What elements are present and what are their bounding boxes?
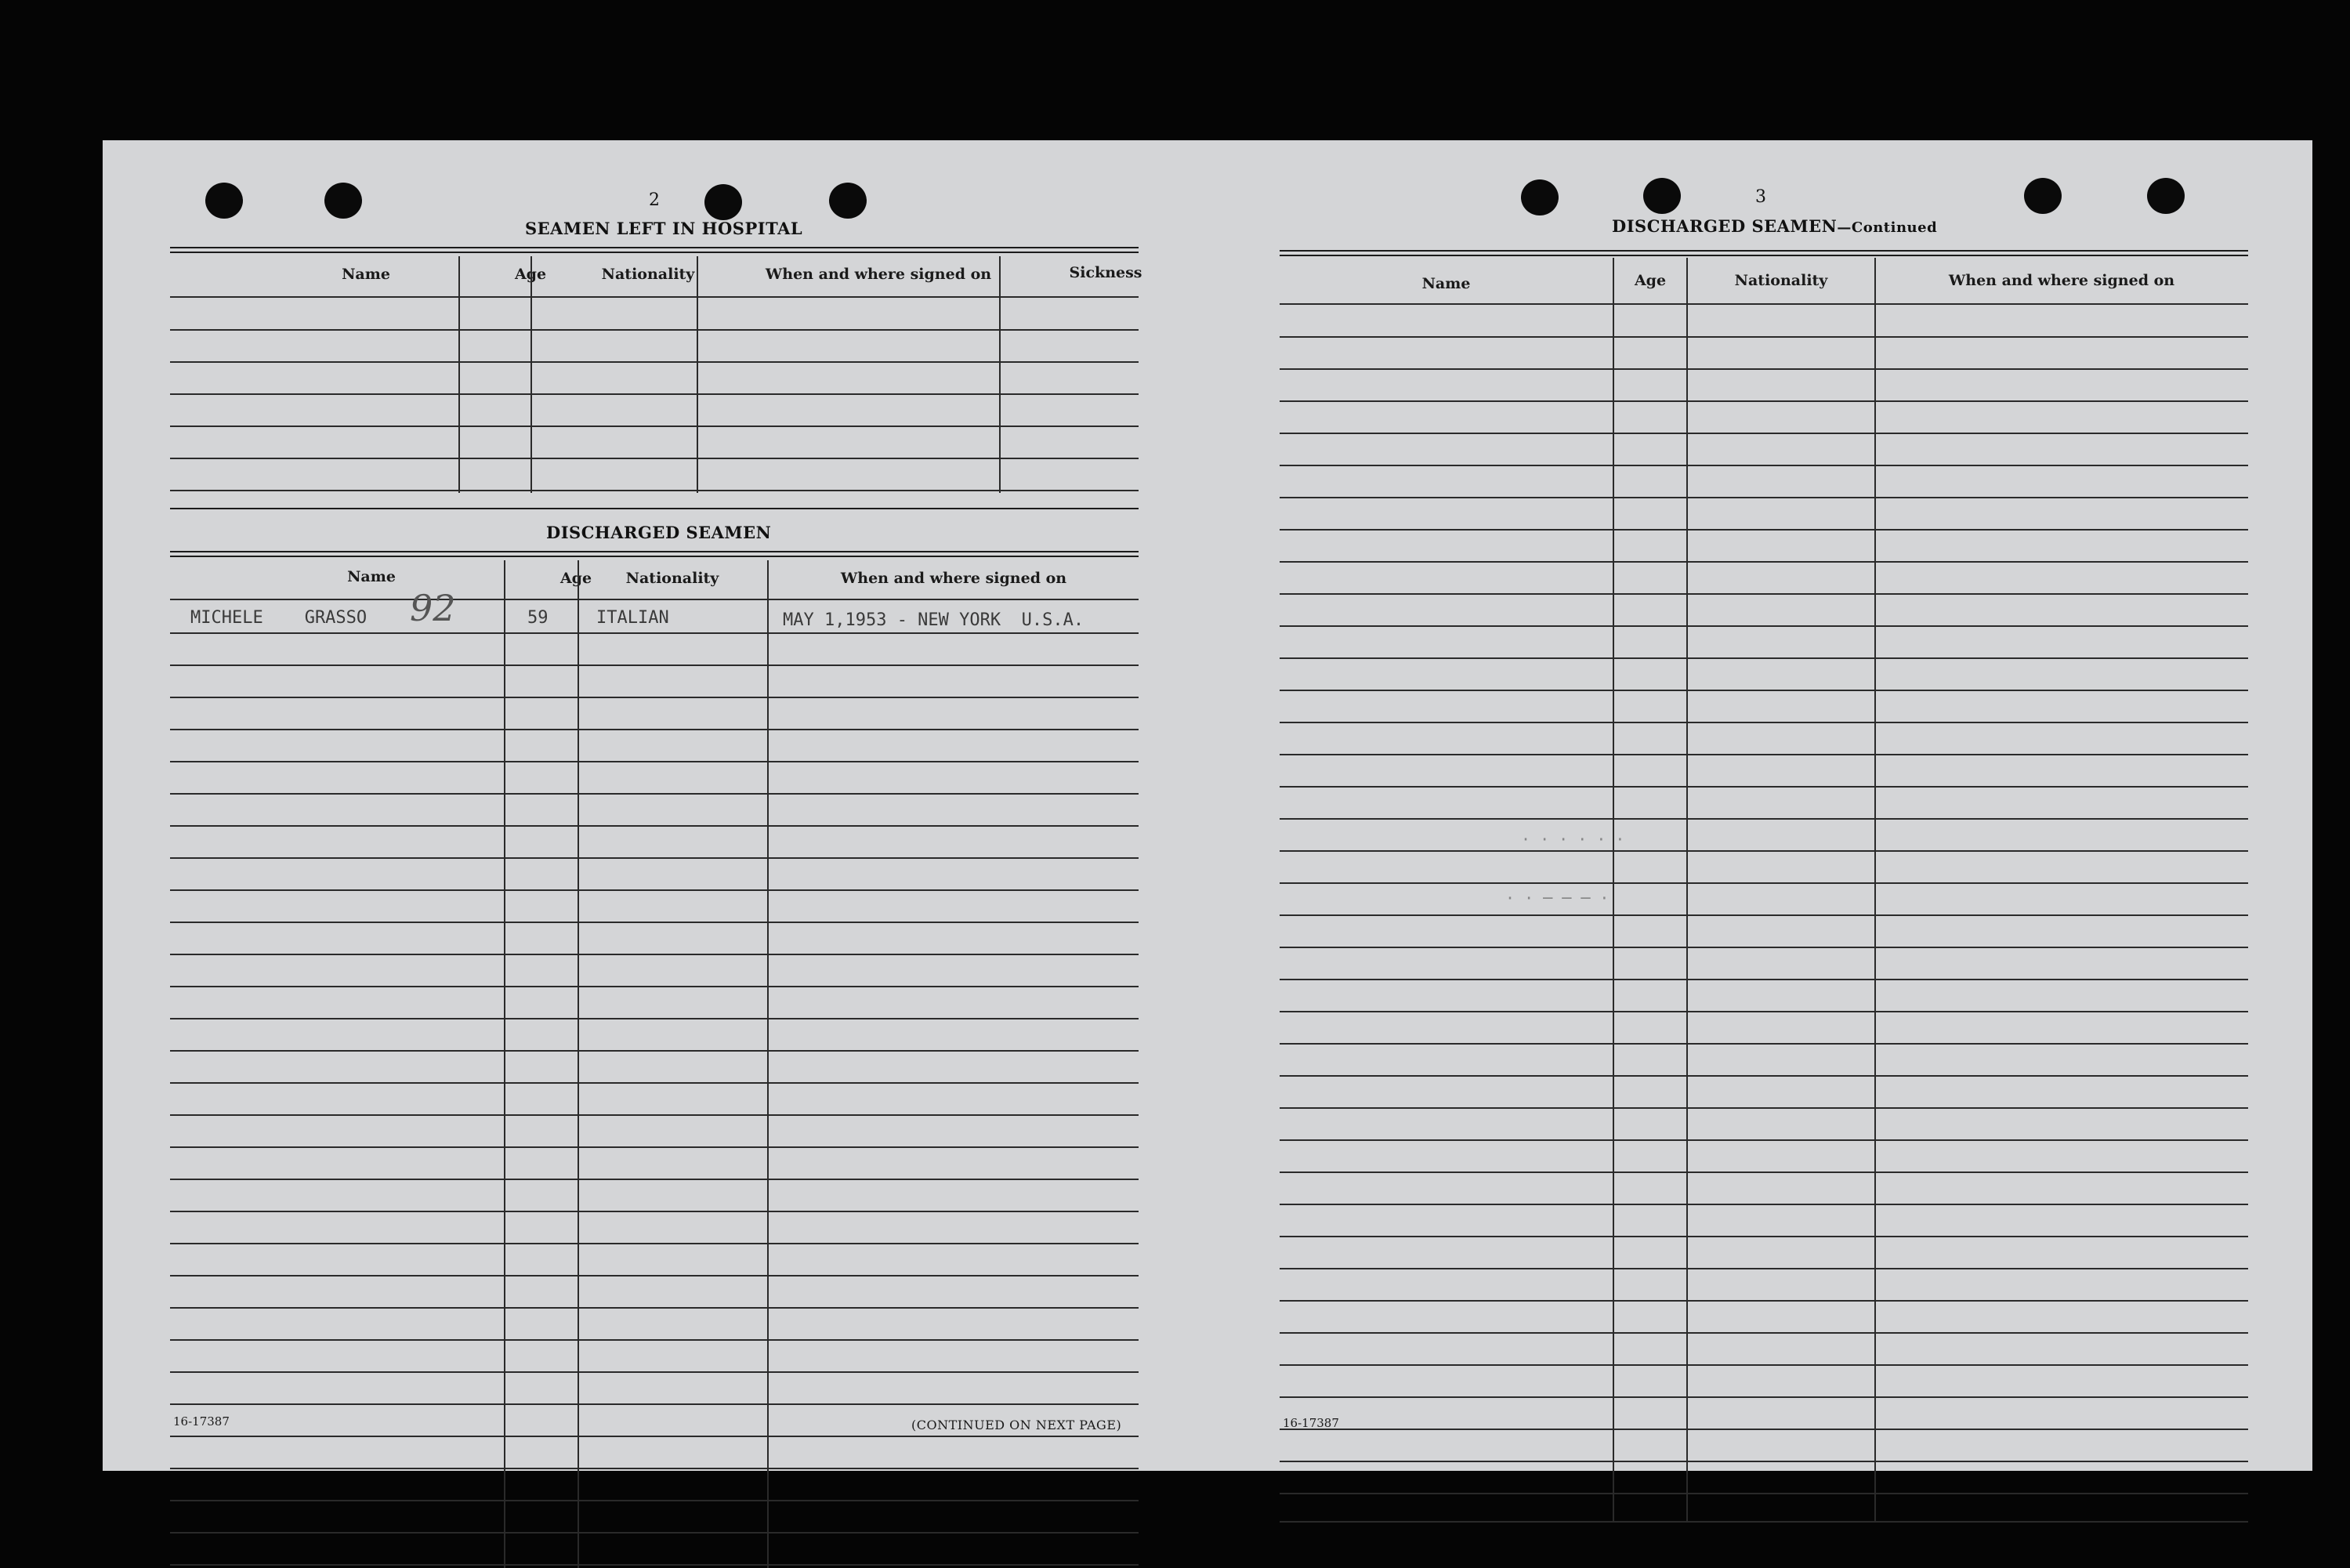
left-page	[103, 140, 1215, 1471]
title-main: DISCHARGED SEAMEN	[1612, 216, 1838, 236]
col-header-age: Age	[514, 266, 547, 283]
col-header-age: Age	[1634, 272, 1667, 289]
hospital-section-title: SEAMEN LEFT IN HOSPITAL	[525, 219, 803, 238]
right-page	[1215, 140, 2312, 1471]
col-header-name: Name	[342, 266, 390, 283]
handwritten-mark: 92	[410, 587, 456, 629]
title-suffix: —Continued	[1837, 219, 1938, 236]
form-number: 16-17387	[1283, 1416, 1339, 1430]
col-header-signed-on: When and where signed on	[840, 570, 1067, 587]
ledger-sheet	[103, 140, 2312, 1471]
col-header-sickness: Sickness	[1069, 264, 1142, 281]
seaman-name: MICHELE GRASSO	[190, 608, 368, 628]
seaman-age: 59	[527, 608, 549, 628]
col-header-name: Name	[347, 568, 396, 585]
form-number: 16-17387	[173, 1414, 230, 1429]
page-number: 2	[649, 190, 660, 210]
col-header-signed-on: When and where signed on	[765, 266, 992, 283]
col-header-signed-on: When and where signed on	[1948, 272, 2175, 289]
seaman-nationality: ITALIAN	[596, 608, 669, 628]
continued-note: (CONTINUED ON NEXT PAGE)	[911, 1418, 1122, 1432]
col-header-age: Age	[559, 570, 592, 587]
faint-stamp-mark: · · ─ ─ ─ ·	[1505, 889, 1610, 907]
faint-stamp-mark: · · · · · ·	[1521, 830, 1625, 849]
col-header-nationality: Nationality	[625, 570, 719, 587]
col-header-nationality: Nationality	[601, 266, 695, 283]
continued-section-title	[1612, 216, 1937, 236]
col-header-name: Name	[1421, 275, 1471, 292]
seaman-signed-on: MAY 1,1953 - NEW YORK U.S.A.	[783, 610, 1084, 630]
col-header-nationality: Nationality	[1734, 272, 1828, 289]
discharged-section-title: DISCHARGED SEAMEN	[546, 523, 772, 542]
page-number: 3	[1755, 187, 1766, 207]
